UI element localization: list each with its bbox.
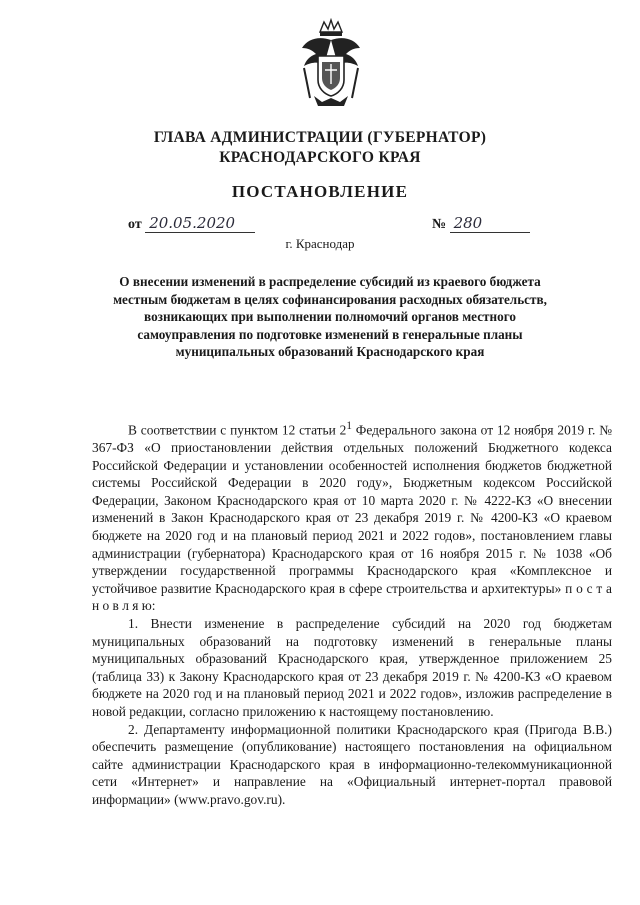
decree-subject: О внесении изменений в распределение субсидий из краевого бюджета местным бюджетам в целях софинансирования расходных обязательств, возникающих при выполнении полномочий органов местного самоуправления по подготовке изменений в генеральные планы муниципальных образований Краснодарского края (113, 274, 547, 359)
preamble-decree-word: п о с т а н о в л я ю: (92, 580, 612, 614)
preamble-paragraph (92, 418, 612, 615)
item-2-paragraph: 2. Департаменту информационной политики Краснодарского края (Пригода В.В.) обеспечить размещение (опубликование) настоящего постановления на официальном сайте администрации Краснодарского края в информационно-телекоммуникационной сети «Интернет» и направление на «Официальный интернет-портал правовой информации» (www.pravo.gov.ru). (92, 721, 612, 807)
date-label: от (128, 217, 142, 232)
number-field (432, 214, 530, 233)
decree-body (92, 418, 612, 809)
document-type: ПОСТАНОВЛЕНИЕ (231, 182, 409, 201)
handwritten-date: 20.05.2020 (145, 214, 255, 233)
preamble-rest: Федерального закона от 12 ноября 2019 г. № 367-ФЗ «О приостановлении действия отдельных положений Бюджетного кодекса Российской Федерации и установлении особенностей исполнения бюджетов бюджетной системы Российской Федерации в 2020 году», Бюджетным кодексом Российской Федерации, Законом Краснодарского края от 10 марта 2020 г. № 4222-КЗ «О внесении изменений в Закон Краснодарского края от 23 декабря 2019 г. № 4200-КЗ «О краевом бюджете на 2020 год и на плановый период 2021 и 2022 годов», постановлением главы администрации (губернатора) Краснодарского края от 16 ноября 2015 г. № 1038 «Об утверждении государственной программы Краснодарского края «Комплексное и устойчивое развитие Краснодарского края в сфере строительства и архитектуры» (92, 422, 612, 596)
handwritten-number: 280 (450, 214, 530, 233)
preamble-start: В соответствии с пунктом 12 статьи 2 (128, 422, 347, 438)
item-1-paragraph: 1. Внести изменение в распределение субсидий на 2020 год бюджетам муниципальных образований на подготовку изменений в генеральные планы муниципальных образований Краснодарского края, утвержденное приложением 25 (таблица 33) к Закону Краснодарского края от 23 декабря 2019 г. № 4200-КЗ «О краевом бюджете на 2020 год и на плановый период 2021 и 2022 годов», изложив распределение в новой редакции, согласно приложению к настоящему постановлению. (92, 616, 612, 719)
preamble-superscript: 1 (346, 420, 352, 432)
authority-title-line2: КРАСНОДАРСКОГО КРАЯ (219, 149, 421, 166)
date-field (128, 214, 255, 233)
authority-title-line1: ГЛАВА АДМИНИСТРАЦИИ (ГУБЕРНАТОР) (153, 129, 487, 146)
number-label: № (432, 217, 447, 232)
coat-of-arms-emblem (298, 18, 364, 110)
city-name: г. Краснодар (285, 236, 355, 251)
